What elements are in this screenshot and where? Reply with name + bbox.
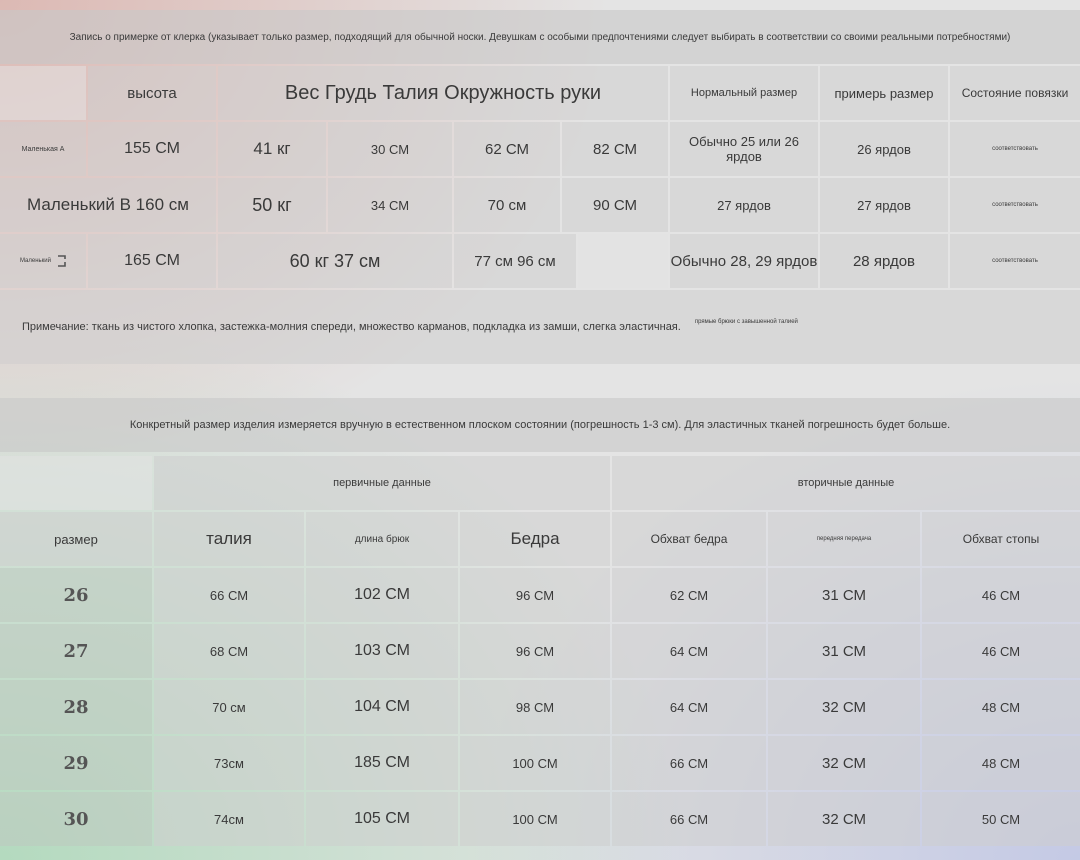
fitting-table <box>0 10 1080 366</box>
arm-value: 82 СМ <box>562 122 668 176</box>
size-value <box>0 680 152 734</box>
thigh-value <box>612 624 766 678</box>
foot-value-text: 46 СМ <box>981 643 1021 659</box>
waist-value <box>154 624 304 678</box>
hips-value <box>460 624 610 678</box>
front-rise-value-text: 32 СМ <box>821 810 866 828</box>
state-value: соответствовать <box>950 178 1080 232</box>
size-value-text: 27 <box>63 640 89 662</box>
thigh-value-text: 66 СМ <box>669 755 709 771</box>
foot-value-text: 46 СМ <box>981 587 1021 603</box>
size-value <box>0 792 152 846</box>
row-label: Маленькая А <box>0 122 86 176</box>
trouser-length-value <box>306 568 458 622</box>
size-value-text: 28 <box>63 696 89 718</box>
front-rise-value <box>768 736 920 790</box>
header-bandage-state: Состояние повязки <box>950 66 1080 120</box>
thigh-value-text: 64 СМ <box>669 699 709 715</box>
waist-value <box>154 736 304 790</box>
hips-value-text: 100 СМ <box>512 755 558 771</box>
chest-value: 30 СМ <box>328 122 452 176</box>
trouser-length-value-text: 185 СМ <box>354 754 410 771</box>
header-fitting-size: примерь размер <box>820 66 948 120</box>
size-value <box>0 624 152 678</box>
size-value-text: 29 <box>63 752 89 774</box>
waist-arm-value: 77 см 96 см <box>454 234 576 288</box>
hips-value-text: 96 СМ <box>515 587 555 603</box>
group-primary: первичные данные <box>154 456 610 510</box>
front-rise-value <box>768 792 920 846</box>
front-rise-value <box>768 624 920 678</box>
corner-cell <box>0 66 86 120</box>
front-rise-value <box>768 680 920 734</box>
hips-value-text: 100 СМ <box>512 811 558 827</box>
hips-value-text: 98 СМ <box>515 699 555 715</box>
trouser-length-value-text: 105 СМ <box>354 810 410 827</box>
normal-size-value: 27 ярдов <box>670 178 818 232</box>
state-value: соответствовать <box>950 122 1080 176</box>
trouser-length-value <box>306 792 458 846</box>
normal-size-value: Обычно 28, 29 ярдов <box>670 234 818 288</box>
fitting-caption: Запись о примерке от клерка (указывает только размер, подходящий для обычной носки. Девушкам с особыми предпочтениями следует выбирать в соответствии со своими реальными потребностями) <box>0 10 1080 64</box>
empty-cell <box>578 234 668 288</box>
hips-value-text: 96 СМ <box>515 643 555 659</box>
front-rise-value-text: 31 СМ <box>821 586 866 604</box>
size-value <box>0 736 152 790</box>
fitting-size-value: 26 ярдов <box>820 122 948 176</box>
hips-value <box>460 680 610 734</box>
header-thigh: Обхват бедра <box>612 512 766 566</box>
chest-value: 34 СМ <box>328 178 452 232</box>
thigh-value <box>612 568 766 622</box>
thigh-value <box>612 736 766 790</box>
front-rise-value-text: 32 СМ <box>821 698 866 716</box>
state-value: соответствовать <box>950 234 1080 288</box>
hips-value <box>460 568 610 622</box>
thigh-value-text: 62 СМ <box>669 587 709 603</box>
waist-value <box>154 568 304 622</box>
size-value <box>0 568 152 622</box>
trouser-length-value <box>306 736 458 790</box>
foot-value-text: 50 СМ <box>981 811 1021 827</box>
waist-value-text: 73см <box>214 755 244 771</box>
waist-value: 62 СМ <box>454 122 560 176</box>
normal-size-value: Обычно 25 или 26 ярдов <box>670 122 818 176</box>
corner-cell <box>0 456 152 510</box>
thigh-value-text: 66 СМ <box>669 811 709 827</box>
header-size: размер <box>0 512 152 566</box>
size-value-text: 26 <box>63 584 89 606</box>
front-rise-value-text: 31 СМ <box>821 642 866 660</box>
foot-value-text: 48 СМ <box>981 699 1021 715</box>
note-text: Примечание: ткань из чистого хлопка, застежка-молния спереди, множество карманов, подкладка из замши, слегка эластичная. <box>22 321 681 333</box>
foot-value <box>922 736 1080 790</box>
trouser-length-value <box>306 680 458 734</box>
row-label: Маленький В 160 см <box>0 178 216 232</box>
fitting-size-value: 28 ярдов <box>820 234 948 288</box>
weight-value: 41 кг <box>218 122 326 176</box>
header-waist: талия <box>154 512 304 566</box>
front-rise-value-text: 32 СМ <box>821 754 866 772</box>
trouser-length-value <box>306 624 458 678</box>
waist-value-text: 68 СМ <box>209 643 249 659</box>
header-foot: Обхват стопы <box>922 512 1080 566</box>
foot-value <box>922 680 1080 734</box>
trouser-length-value-text: 103 СМ <box>354 642 410 659</box>
hips-value <box>460 792 610 846</box>
waist-value-text: 74см <box>214 811 244 827</box>
height-value: 155 СМ <box>88 122 216 176</box>
arm-value: 90 СМ <box>562 178 668 232</box>
header-height: высота <box>88 66 216 120</box>
row-label: Маленький <box>19 258 51 264</box>
image-icon <box>57 254 66 268</box>
trouser-length-value-text: 104 СМ <box>354 698 410 715</box>
note-tag: прямые брюки с завышенной талией <box>694 319 798 325</box>
header-combined: Вес Грудь Талия Окружность руки <box>218 66 668 120</box>
waist-value-text: 66 СМ <box>209 587 249 603</box>
foot-value-text: 48 СМ <box>981 755 1021 771</box>
group-secondary: вторичные данные <box>612 456 1080 510</box>
weight-value: 50 кг <box>218 178 326 232</box>
waist-value <box>154 680 304 734</box>
header-front-rise: передняя передача <box>768 512 920 566</box>
waist-value <box>154 792 304 846</box>
header-trouser-length: длина брюк <box>306 512 458 566</box>
waist-value: 70 см <box>454 178 560 232</box>
size-caption: Конкретный размер изделия измеряется вручную в естественном плоском состоянии (погрешность 1-3 см). Для эластичных тканей погрешность будет больше. <box>0 398 1080 452</box>
hips-value <box>460 736 610 790</box>
note-row <box>0 290 1080 364</box>
thigh-value <box>612 680 766 734</box>
size-table <box>0 398 1080 850</box>
foot-value <box>922 568 1080 622</box>
header-hips: Бедра <box>460 512 610 566</box>
header-normal-size: Нормальный размер <box>670 66 818 120</box>
size-value-text: 30 <box>63 808 89 830</box>
trouser-length-value-text: 102 СМ <box>354 586 410 603</box>
foot-value <box>922 792 1080 846</box>
fitting-size-value: 27 ярдов <box>820 178 948 232</box>
waist-value-text: 70 см <box>212 699 246 715</box>
height-value: 165 СМ <box>88 234 216 288</box>
thigh-value <box>612 792 766 846</box>
thigh-value-text: 64 СМ <box>669 643 709 659</box>
foot-value <box>922 624 1080 678</box>
weight-chest-value: 60 кг 37 см <box>218 234 452 288</box>
row-label-cell <box>0 234 86 288</box>
front-rise-value <box>768 568 920 622</box>
